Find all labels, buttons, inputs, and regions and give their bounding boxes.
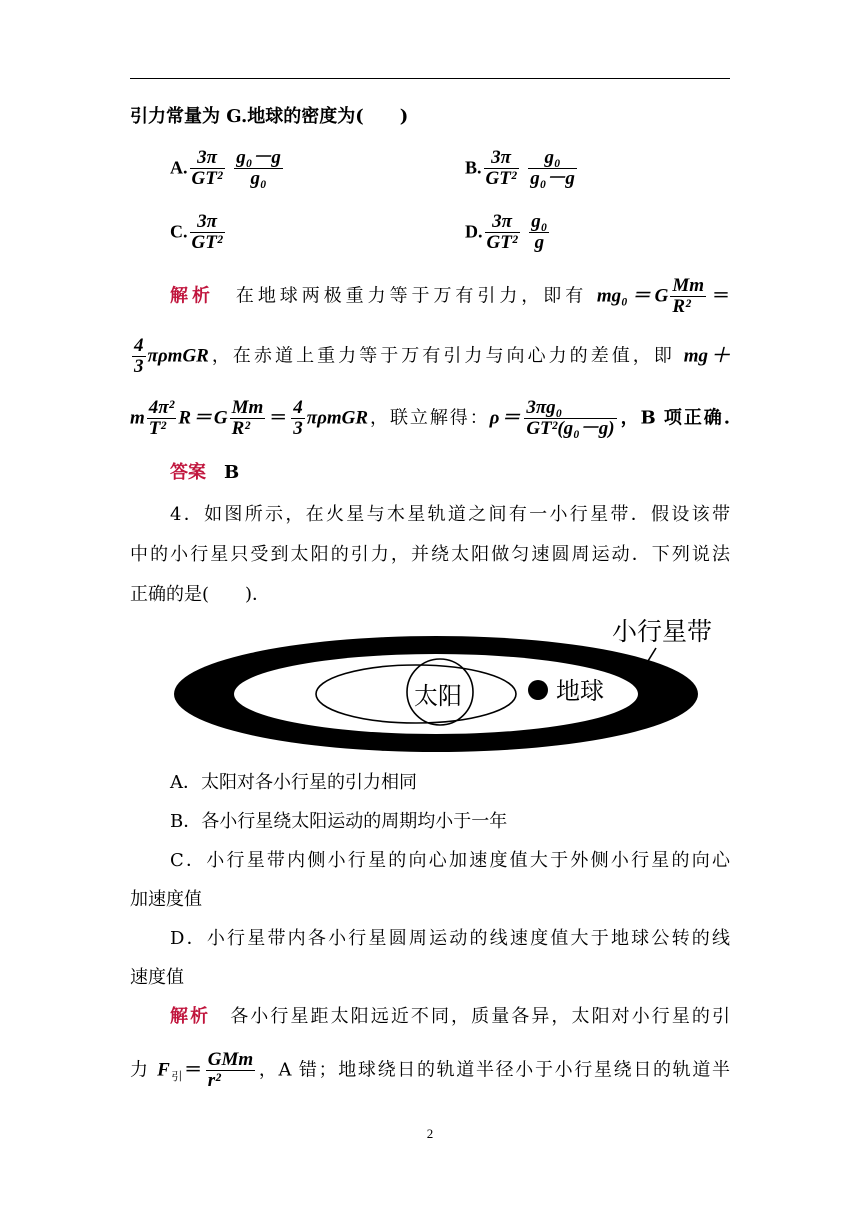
asteroid-belt-figure <box>170 612 740 760</box>
q3-analysis-line-3: m $\frac{\text{4π²}}{\text{T²}}$ R＝G $\frac{Mm}{\text{R²}}$ ＝ $\frac{4}{3}$ πρmGR，联立解得：ρ＝ $\frac{\text{3πg₀}}{\text{GT²(g₀－g)}}$ ，B 项正确. <box>130 397 731 439</box>
q4-analysis-line-2: 力 $F_引=$ $\frac{\text{GMm}}{\text{r²}}$ ，A 错；地球绕日的轨道半径小于小行星绕日的轨道半 <box>130 1049 731 1091</box>
answer-tag: 答案 <box>170 462 206 483</box>
q3-analysis-line-1: 解析 在地球两极重力等于万有引力，即有 mg₀＝G $\frac{Mm}{\text{R²}}$ ＝ <box>170 275 731 317</box>
option-c-coefficient: $\frac{3\pi}{\text{GT²}}$ <box>191 211 223 253</box>
option-b-coefficient: $\frac{3\pi}{\text{GT²}}$ <box>485 147 517 189</box>
q4-option-b: B．各小行星绕太阳运动的周期均小于一年 <box>170 811 508 832</box>
q4-stem-line-2: 中的小行星只受到太阳的引力，并绕太阳做匀速圆周运动．下列说法 <box>130 544 730 565</box>
q3-option-d: D. $\frac{3\pi}{\text{GT²}}$ $\frac{\text{g₀}}{g}$ <box>465 211 548 253</box>
sun-label: 太阳 <box>414 682 462 710</box>
q4-option-c-line-1: C．小行星带内侧小行星的向心加速度值大于外侧小行星的向心 <box>170 850 730 871</box>
earth-label: 地球 <box>556 677 604 705</box>
earth-dot <box>528 680 548 700</box>
option-d-coefficient: $\frac{3\pi}{\text{GT²}}$ <box>486 211 518 253</box>
q4-option-a: A．太阳对各小行星的引力相同 <box>170 772 417 793</box>
q4-option-d-line-2: 速度值 <box>130 967 184 988</box>
belt-label: 小行星带 <box>612 617 713 646</box>
q4-option-c-line-2: 加速度值 <box>130 889 202 910</box>
q4-stem-line-1: 4．如图所示，在火星与木星轨道之间有一小行星带．假设该带 <box>170 504 730 525</box>
option-a-coefficient: $\frac{3\pi}{\text{GT²}}$ <box>191 147 223 189</box>
answer-value: B <box>224 462 240 483</box>
q4-analysis-tag: 解析 <box>170 1006 211 1027</box>
q3-answer <box>170 460 239 486</box>
q3-option-a: A. $\frac{3\pi}{\text{GT²}}$ $\frac{\text{g₀－g}}{\text{g₀}}$ <box>170 147 281 189</box>
q3-option-c: C. $\frac{3\pi}{\text{GT²}}$ <box>170 211 223 253</box>
q4-stem-line-3: 正确的是( )． <box>130 584 271 605</box>
option-b-ratio: $\frac{\text{g₀}}{\text{g₀－g}}$ <box>530 147 575 189</box>
q3-stem-tail: 引力常量为 G.地球的密度为( ) <box>130 106 409 127</box>
page-number: 2 <box>426 1126 434 1141</box>
analysis-tag: 解析 <box>170 285 214 307</box>
header-rule <box>130 78 730 79</box>
q3-analysis-line-2: $\frac{4}{3}$ πρmGR，在赤道上重力等于万有引力与向心力的差值，即 mg＋ <box>134 335 731 377</box>
q4-analysis-line-1: 解析 各小行星距太阳远近不同，质量各异，太阳对小行星的引 <box>170 1006 731 1027</box>
option-d-ratio: $\frac{\text{g₀}}{g}$ <box>531 211 548 253</box>
option-a-ratio: $\frac{\text{g₀－g}}{\text{g₀}}$ <box>236 147 281 189</box>
q3-option-b: B. $\frac{3\pi}{\text{GT²}}$ $\frac{\text{g₀}}{\text{g₀－g}}$ <box>465 147 575 189</box>
q4-option-d-line-1: D．小行星带内各小行星圆周运动的线速度值大于地球公转的线 <box>170 928 730 949</box>
